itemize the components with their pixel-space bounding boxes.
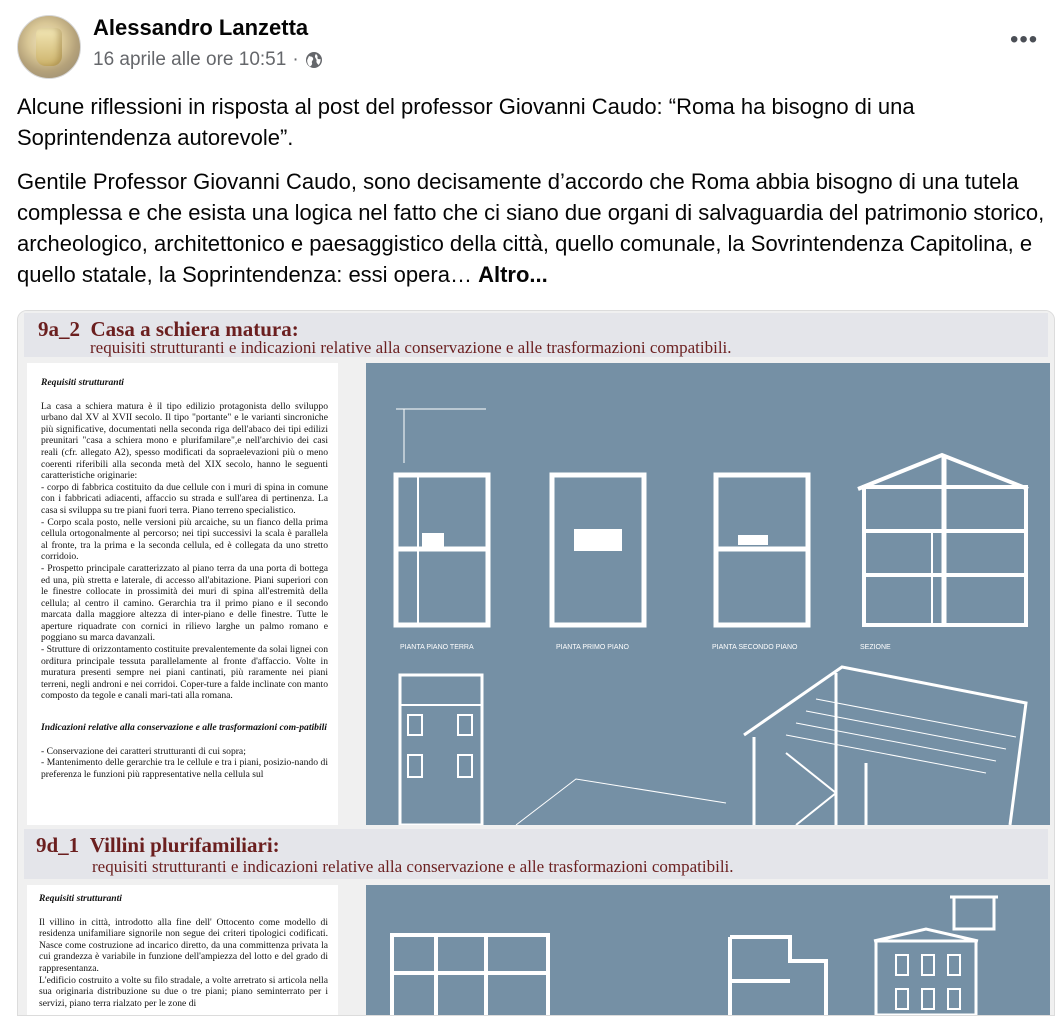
sheet-banner xyxy=(24,313,1048,357)
post-image[interactable] xyxy=(17,310,1055,1016)
post-meta xyxy=(93,49,323,71)
plan-label: PIANTA SECONDO PIANO xyxy=(712,644,798,651)
post-paragraph-2 xyxy=(17,166,1057,290)
section-heading: Requisiti strutturanti xyxy=(39,893,122,904)
sheet-banner xyxy=(24,829,1048,879)
more-options-button[interactable]: ••• xyxy=(1010,26,1039,53)
sheet-subtitle: requisiti strutturanti e indicazioni relative alla conservazione e alle trasformazioni compatibili. xyxy=(90,338,732,357)
post-header xyxy=(0,0,1062,90)
drawing-plate xyxy=(366,363,1050,825)
section-body: Il villino in città, introdotto alla fine dell' Ottocento come modello di residenza unifamiliare signorile non segue dei criteri tipologici codificati. Nasce come costruzione ad incarico diretto, da una committenza privata la cui grandezza è variabile in funzione dell'ampiezza del lotto e del grado di rappresentanza. L'edificio costruito a volte su filo stradale, a volte arretrato si articola nella sua originaria distribuzione su due o tre piani; piano seminterrato per i servizi, piano terra rialzato per le zone di xyxy=(39,916,328,1009)
plan-label: PIANTA PIANO TERRA xyxy=(400,644,474,651)
drawing-plate xyxy=(366,885,1050,1015)
post-paragraph-2-text: Gentile Professor Giovanni Caudo, sono decisamente d’accordo che Roma abbia bisogno di una tutela complessa e che esista una logica nel fatto che ci siano due organi di salvaguardia del patrimonio storico, archeologico, architettonico e paesaggistico della città, quello comunale, la Sovrintendenza Capitolina, e quello statale, la Soprintendenza: essi opera… xyxy=(17,169,1045,287)
sheet-villini xyxy=(18,825,1054,1015)
sheet-text-column xyxy=(27,885,338,1015)
architectural-drawings xyxy=(366,363,1050,825)
author-name[interactable]: Alessandro Lanzetta xyxy=(93,15,309,40)
architectural-drawings xyxy=(366,885,1050,1015)
sheet-subtitle: requisiti strutturanti e indicazioni relative alla conservazione e alle trasformazioni compatibili. xyxy=(92,857,734,876)
globe-icon[interactable] xyxy=(305,51,323,69)
section-body: La casa a schiera matura è il tipo edilizio protagonista dello sviluppo urbano dal XV al XVII secolo. Il tipo "portante" e le varianti sincroniche più significative, documentati nella seconda riga dell'abaco dei tipi edilizi preunitari "casa a schiera mono e plurifamilare",e nell'archivio dei casi reali (cfr. allegato A2), spesso modificati da sopraelevazioni più o meno coerenti riferibili alla seconda metà del XIX secolo, hanno le seguenti caratteristiche originarie: - corpo di fabbrica costituito da due cellule con i muri di spina in comune con i fabbricati adiacenti, affaccio su strada e sull'area di pertinenza. La casa si sviluppa su tre piani fuori terra. Piano terreno specialistico. - Corpo scala posto, nelle versioni più arcaiche, su un fianco della prima cellula ortogonalmente al percorso; nei tipi successivi la scala è parallela al fronte, tra la prima e la seconda cellula, ed è collegata da uno stretto corridoio. - Prospetto principale caratterizzato al piano terra da una porta di bottega ed una, più stretta e laterale, di accesso all'abitazione. Piani superiori con le finestre collocate in prossimità dei muri di spina all'estremità della cellula; al centro il camino. Gerarchia tra il primo piano e il secondo marcata dalla maggiore altezza di inter-piano e delle finestre. Tutte le aperture riquadrate con cornici in rilievo larghe un palmo romano e poggiano su marca davanzali. - Strutture di orizzontamento costituite prevalentemente da solai lignei con orditura principale tessuta parallelamente al fronte d'affaccio. Volte in muratura presenti sempre nei piani cantinati, più raramente nei piani terreni, negli androni e nei corridoi. Coper-ture a falde inclinate con manto composto da tegole e canali mari-tati alla romana. xyxy=(41,400,328,702)
sheet-code: 9a_2 Casa a schiera matura: xyxy=(38,317,299,341)
post-timestamp[interactable]: 16 aprile alle ore 10:51 xyxy=(93,49,287,70)
author-avatar[interactable] xyxy=(17,15,81,79)
section-heading: Requisiti strutturanti xyxy=(41,377,124,388)
section-body: - Conservazione dei caratteri strutturanti di cui sopra; - Mantenimento delle gerarchie tra le cellule e tra i piani, posizio-nando di preferenza le funzioni più rappresentative nella cellula sul xyxy=(41,745,328,780)
avatar-picture xyxy=(36,28,62,66)
see-more-link[interactable]: Altro... xyxy=(478,262,548,287)
section-heading: Indicazioni relative alla conservazione e alle trasformazioni com-patibili xyxy=(41,722,327,734)
sheet-casa-a-schiera xyxy=(18,311,1054,825)
sheet-code: 9d_1 Villini plurifamiliari: xyxy=(36,833,280,857)
plan-label: PIANTA PRIMO PIANO xyxy=(556,644,629,651)
plan-label: SEZIONE xyxy=(860,644,891,651)
post-paragraph-1: Alcune riflessioni in risposta al post del professor Giovanni Caudo: “Roma ha bisogno di una Soprintendenza autorevole”. xyxy=(17,94,915,150)
sheet-text-column xyxy=(27,363,338,825)
meta-separator: · xyxy=(292,49,299,70)
